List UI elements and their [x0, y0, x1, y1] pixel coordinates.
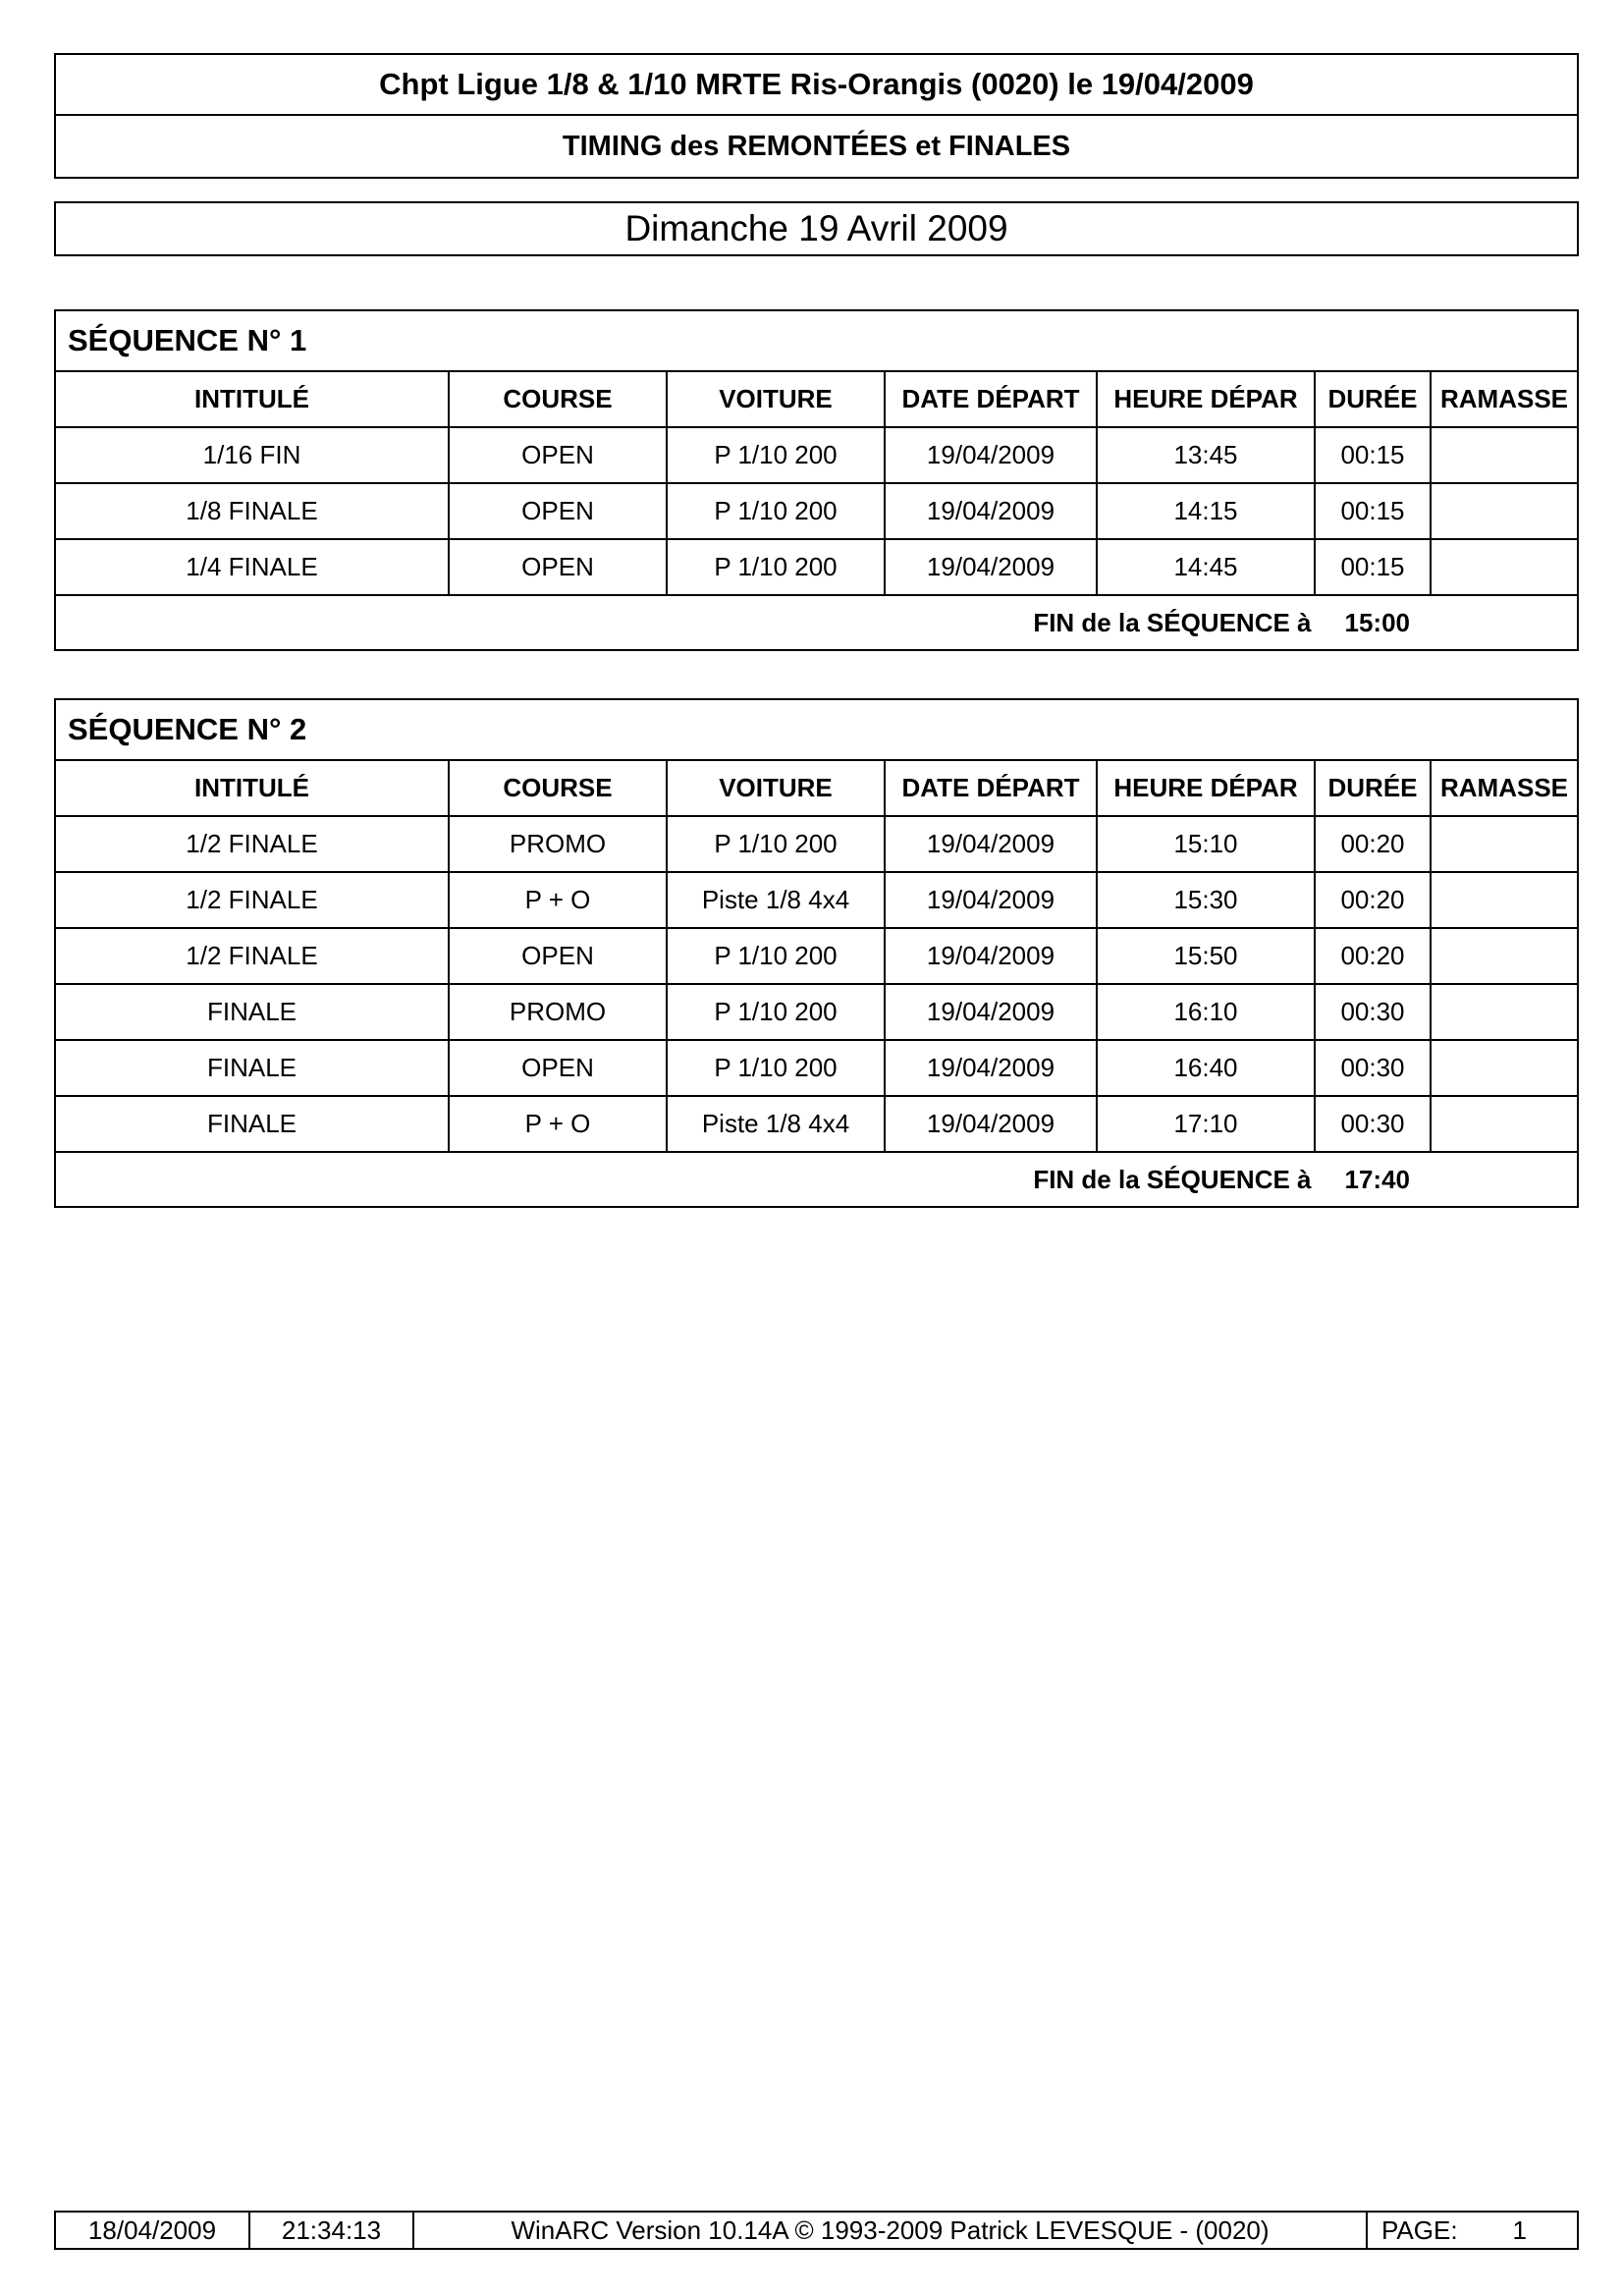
table-cell: 1/2 FINALE	[56, 928, 449, 984]
table-cell: 1/2 FINALE	[56, 872, 449, 928]
table-cell: 19/04/2009	[885, 1096, 1097, 1152]
table-row	[56, 483, 1577, 539]
table-cell: 17:10	[1097, 1096, 1315, 1152]
page-footer	[54, 2211, 1579, 2250]
table-cell: 00:30	[1315, 984, 1431, 1040]
table-cell: FINALE	[56, 1040, 449, 1096]
table-cell: 1/8 FINALE	[56, 483, 449, 539]
column-header: RAMASSE	[1431, 372, 1577, 427]
table-header-row	[56, 372, 1577, 427]
column-header: HEURE DÉPAR	[1097, 372, 1315, 427]
table-cell: 16:10	[1097, 984, 1315, 1040]
footer-page-number: 1	[1512, 2214, 1528, 2245]
sequence-end	[56, 596, 1577, 649]
table-cell: 00:30	[1315, 1040, 1431, 1096]
table-cell: 19/04/2009	[885, 872, 1097, 928]
column-header: DURÉE	[1315, 761, 1431, 816]
table-row	[56, 816, 1577, 872]
table-cell: FINALE	[56, 984, 449, 1040]
table-cell: 19/04/2009	[885, 483, 1097, 539]
table-cell: 19/04/2009	[885, 427, 1097, 483]
table-cell: Piste 1/8 4x4	[667, 872, 885, 928]
table-cell	[1431, 483, 1577, 539]
footer-date: 18/04/2009	[56, 2213, 249, 2248]
table-cell: OPEN	[449, 483, 667, 539]
document-header	[54, 53, 1579, 179]
table-cell: P + O	[449, 872, 667, 928]
table-row	[56, 872, 1577, 928]
table-cell: PROMO	[449, 816, 667, 872]
table-row	[56, 1096, 1577, 1152]
footer-software: WinARC Version 10.14A © 1993-2009 Patrick LEVESQUE - (0020)	[413, 2213, 1367, 2248]
footer-time: 21:34:13	[249, 2213, 413, 2248]
table-header-row	[56, 761, 1577, 816]
table-cell	[1431, 816, 1577, 872]
table-cell: OPEN	[449, 1040, 667, 1096]
table-cell: 14:45	[1097, 539, 1315, 595]
table-row	[56, 427, 1577, 483]
table-cell: P 1/10 200	[667, 928, 885, 984]
sequence-end-time: 17:40	[1344, 1164, 1410, 1194]
sequence-end-label: FIN de la SÉQUENCE à	[1033, 1164, 1312, 1194]
sequence-2	[54, 698, 1579, 1208]
table-row	[56, 928, 1577, 984]
table-cell: 1/16 FIN	[56, 427, 449, 483]
table-cell: P 1/10 200	[667, 1040, 885, 1096]
column-header: RAMASSE	[1431, 761, 1577, 816]
table-cell: 1/2 FINALE	[56, 816, 449, 872]
table-cell: P 1/10 200	[667, 816, 885, 872]
table-cell: P 1/10 200	[667, 427, 885, 483]
table-cell: P 1/10 200	[667, 984, 885, 1040]
document-subtitle: TIMING des REMONTÉES et FINALES	[562, 130, 1071, 162]
footer-page-label: PAGE:	[1381, 2214, 1458, 2245]
table-cell	[1431, 1096, 1577, 1152]
schedule-table	[56, 761, 1577, 1153]
table-cell: 13:45	[1097, 427, 1315, 483]
column-header: COURSE	[449, 372, 667, 427]
table-cell: 00:20	[1315, 872, 1431, 928]
table-cell: OPEN	[449, 928, 667, 984]
table-cell: 16:40	[1097, 1040, 1315, 1096]
table-row	[56, 539, 1577, 595]
sequence-end-time: 15:00	[1344, 607, 1410, 637]
table-row	[56, 1040, 1577, 1096]
table-cell: P 1/10 200	[667, 539, 885, 595]
column-header: VOITURE	[667, 372, 885, 427]
sequence-end	[56, 1153, 1577, 1206]
sequence-title: SÉQUENCE N° 2	[56, 700, 1577, 761]
footer-page	[1367, 2213, 1577, 2248]
table-cell	[1431, 984, 1577, 1040]
table-cell: 00:30	[1315, 1096, 1431, 1152]
table-cell: 15:30	[1097, 872, 1315, 928]
table-cell: 19/04/2009	[885, 984, 1097, 1040]
table-cell: 19/04/2009	[885, 1040, 1097, 1096]
column-header: HEURE DÉPAR	[1097, 761, 1315, 816]
table-cell: 00:15	[1315, 483, 1431, 539]
day-heading: Dimanche 19 Avril 2009	[54, 201, 1579, 256]
sequence-1	[54, 309, 1579, 651]
table-cell: 19/04/2009	[885, 928, 1097, 984]
table-cell: P + O	[449, 1096, 667, 1152]
table-cell: Piste 1/8 4x4	[667, 1096, 885, 1152]
table-row	[56, 984, 1577, 1040]
column-header: VOITURE	[667, 761, 885, 816]
table-cell: FINALE	[56, 1096, 449, 1152]
table-cell: 15:50	[1097, 928, 1315, 984]
table-cell: 00:15	[1315, 427, 1431, 483]
table-cell: 19/04/2009	[885, 816, 1097, 872]
table-cell	[1431, 539, 1577, 595]
table-cell	[1431, 427, 1577, 483]
table-cell: PROMO	[449, 984, 667, 1040]
table-cell: OPEN	[449, 539, 667, 595]
table-cell: OPEN	[449, 427, 667, 483]
column-header: DATE DÉPART	[885, 761, 1097, 816]
table-cell	[1431, 928, 1577, 984]
schedule-table	[56, 372, 1577, 596]
table-cell: 00:15	[1315, 539, 1431, 595]
table-cell: 1/4 FINALE	[56, 539, 449, 595]
table-cell: 15:10	[1097, 816, 1315, 872]
table-cell	[1431, 872, 1577, 928]
column-header: DATE DÉPART	[885, 372, 1097, 427]
column-header: DURÉE	[1315, 372, 1431, 427]
table-cell: P 1/10 200	[667, 483, 885, 539]
table-cell	[1431, 1040, 1577, 1096]
column-header: INTITULÉ	[56, 372, 449, 427]
column-header: COURSE	[449, 761, 667, 816]
table-cell: 14:15	[1097, 483, 1315, 539]
table-cell: 00:20	[1315, 816, 1431, 872]
table-cell: 19/04/2009	[885, 539, 1097, 595]
document-title: Chpt Ligue 1/8 & 1/10 MRTE Ris-Orangis (0020) le 19/04/2009	[56, 55, 1577, 116]
column-header: INTITULÉ	[56, 761, 449, 816]
sequence-end-label: FIN de la SÉQUENCE à	[1033, 607, 1312, 637]
table-cell: 00:20	[1315, 928, 1431, 984]
sequence-title: SÉQUENCE N° 1	[56, 311, 1577, 372]
